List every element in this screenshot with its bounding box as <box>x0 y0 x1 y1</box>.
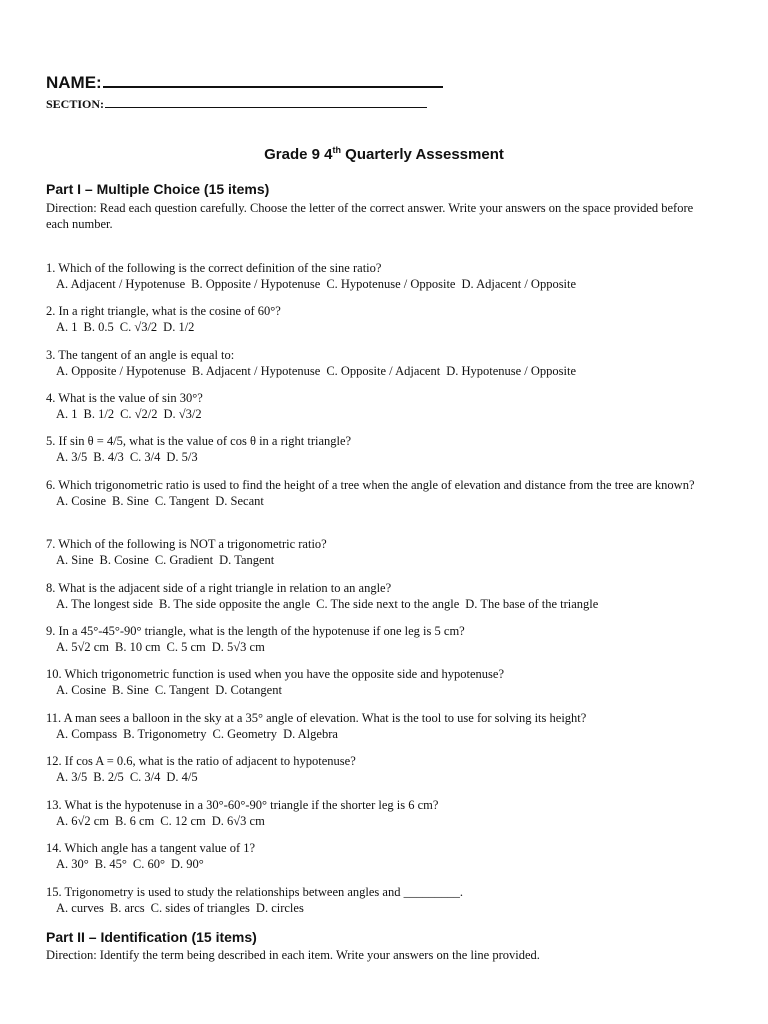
answer-option: B. 10 cm <box>115 640 161 654</box>
question-options <box>46 596 716 612</box>
part2-direction: Direction: Identify the term being described in each item. Write your answers on the line provided. <box>46 948 540 962</box>
answer-option: B. 6 cm <box>115 814 155 828</box>
answer-option: D. Algebra <box>283 727 338 741</box>
question-options <box>46 900 716 916</box>
answer-option: A. 1 <box>56 320 78 334</box>
answer-option: A. The longest side <box>56 597 153 611</box>
question-options <box>46 682 716 698</box>
answer-option: A. 1 <box>56 407 78 421</box>
answer-option: C. √3/2 <box>119 320 158 334</box>
question-options <box>46 552 716 568</box>
question-stem: 1. Which of the following is the correct definition of the sine ratio? <box>46 261 382 275</box>
question-options <box>46 639 716 655</box>
part2-heading: Part II – Identification (15 items) <box>46 929 257 945</box>
answer-option: C. Tangent <box>154 683 210 697</box>
question-stem: 11. A man sees a balloon in the sky at a 35° angle of elevation. What is the tool to use for solving its height? <box>46 711 587 725</box>
answer-option: D. Adjacent / Opposite <box>461 277 577 291</box>
answer-option: C. √2/2 <box>120 407 158 421</box>
question-item <box>46 347 716 379</box>
answer-option: D. 1/2 <box>163 320 195 334</box>
section-blank-line[interactable] <box>105 97 427 108</box>
answer-option: C. 3/4 <box>129 450 161 464</box>
question-stem: 8. What is the adjacent side of a right triangle in relation to an angle? <box>46 581 392 595</box>
title-suffix: Quarterly Assessment <box>341 146 504 163</box>
answer-option: B. 0.5 <box>83 320 114 334</box>
question-item <box>46 797 716 829</box>
question-item <box>46 753 716 785</box>
section-field <box>46 97 427 112</box>
answer-option: D. 4/5 <box>166 770 198 784</box>
question-item <box>46 390 716 422</box>
answer-option: D. 5√3 cm <box>211 640 265 654</box>
answer-option: B. arcs <box>109 901 145 915</box>
answer-option: D. Cotangent <box>215 683 282 697</box>
answer-option: A. 3/5 <box>56 450 88 464</box>
answer-option: C. 12 cm <box>160 814 206 828</box>
question-options <box>46 363 716 379</box>
question-item <box>46 303 716 335</box>
answer-option: A. curves <box>56 901 104 915</box>
question-item <box>46 433 716 465</box>
question-item <box>46 666 716 698</box>
answer-option: A. Opposite / Hypotenuse <box>56 364 186 378</box>
answer-option: C. 3/4 <box>129 770 161 784</box>
question-stem: 13. What is the hypotenuse in a 30°-60°-90° triangle if the shorter leg is 6 cm? <box>46 798 439 812</box>
question-item <box>46 884 716 916</box>
answer-option: B. The side opposite the angle <box>158 597 311 611</box>
question-stem: 15. Trigonometry is used to study the relationships between angles and _________. <box>46 885 463 899</box>
answer-option: B. Adjacent / Hypotenuse <box>191 364 321 378</box>
question-options <box>46 769 716 785</box>
name-field <box>46 72 443 93</box>
question-options <box>46 726 716 742</box>
part1-direction: Direction: Read each question carefully. Choose the letter of the correct answer. Write your answers on the space provided before each number. <box>46 201 694 231</box>
answer-option: D. Tangent <box>219 553 275 567</box>
answer-option: B. 4/3 <box>93 450 124 464</box>
question-options <box>46 856 716 872</box>
question-item <box>46 260 716 292</box>
question-item <box>46 840 716 872</box>
answer-option: C. 5 cm <box>166 640 206 654</box>
answer-option: A. 30° <box>56 857 89 871</box>
question-options <box>46 813 716 829</box>
answer-option: B. 45° <box>94 857 127 871</box>
answer-option: A. Sine <box>56 553 94 567</box>
question-options <box>46 319 716 335</box>
answer-option: A. Compass <box>56 727 118 741</box>
question-stem: 5. If sin θ = 4/5, what is the value of cos θ in a right triangle? <box>46 434 352 448</box>
question-stem: 3. The tangent of an angle is equal to: <box>46 348 235 362</box>
answer-option: D. The base of the triangle <box>465 597 599 611</box>
question-options <box>46 493 716 509</box>
question-stem: 6. Which trigonometric ratio is used to find the height of a tree when the angle of elevation and distance from the tree are known? <box>46 478 695 492</box>
question-options <box>46 406 716 422</box>
answer-option: C. The side next to the angle <box>316 597 460 611</box>
question-stem: 9. In a 45°-45°-90° triangle, what is the length of the hypotenuse if one leg is 5 cm? <box>46 624 465 638</box>
question-stem: 14. Which angle has a tangent value of 1? <box>46 841 256 855</box>
answer-option: D. circles <box>255 901 304 915</box>
title-prefix: Grade 9 4 <box>264 146 333 163</box>
page-title <box>0 145 768 163</box>
answer-option: B. Trigonometry <box>123 727 207 741</box>
answer-option: B. Cosine <box>99 553 149 567</box>
answer-option: B. Sine <box>112 494 149 508</box>
answer-option: C. 60° <box>132 857 165 871</box>
question-stem: 4. What is the value of sin 30°? <box>46 391 203 405</box>
question-item <box>46 536 716 568</box>
question-stem: 10. Which trigonometric function is used when you have the opposite side and hypotenuse? <box>46 667 505 681</box>
answer-option: C. Geometry <box>212 727 278 741</box>
answer-option: B. 1/2 <box>83 407 115 421</box>
answer-option: C. sides of triangles <box>150 901 250 915</box>
answer-option: A. Cosine <box>56 683 106 697</box>
name-blank-line[interactable] <box>103 72 443 88</box>
answer-option: D. √3/2 <box>163 407 202 421</box>
answer-option: D. 5/3 <box>166 450 198 464</box>
answer-option: B. Opposite / Hypotenuse <box>191 277 321 291</box>
section-label: SECTION: <box>46 97 105 111</box>
answer-option: D. Secant <box>215 494 264 508</box>
question-item <box>46 580 716 612</box>
answer-option: C. Gradient <box>154 553 214 567</box>
answer-option: A. 6√2 cm <box>56 814 110 828</box>
answer-option: A. 5√2 cm <box>56 640 110 654</box>
answer-option: B. Sine <box>112 683 149 697</box>
question-item <box>46 710 716 742</box>
answer-option: C. Hypotenuse / Opposite <box>326 277 456 291</box>
question-item <box>46 623 716 655</box>
question-options <box>46 449 716 465</box>
title-superscript: th <box>332 145 341 155</box>
question-item <box>46 477 716 509</box>
question-stem: 2. In a right triangle, what is the cosine of 60°? <box>46 304 281 318</box>
answer-option: A. Cosine <box>56 494 106 508</box>
answer-option: A. Adjacent / Hypotenuse <box>56 277 186 291</box>
question-stem: 12. If cos A = 0.6, what is the ratio of adjacent to hypotenuse? <box>46 754 356 768</box>
part1-heading: Part I – Multiple Choice (15 items) <box>46 181 270 197</box>
answer-option: D. Hypotenuse / Opposite <box>446 364 577 378</box>
answer-option: C. Opposite / Adjacent <box>326 364 441 378</box>
answer-option: D. 6√3 cm <box>211 814 265 828</box>
question-stem: 7. Which of the following is NOT a trigonometric ratio? <box>46 537 327 551</box>
answer-option: B. 2/5 <box>93 770 124 784</box>
answer-option: D. 90° <box>170 857 204 871</box>
answer-option: C. Tangent <box>154 494 210 508</box>
name-label: NAME: <box>46 73 102 92</box>
answer-option: A. 3/5 <box>56 770 88 784</box>
question-options <box>46 276 716 292</box>
